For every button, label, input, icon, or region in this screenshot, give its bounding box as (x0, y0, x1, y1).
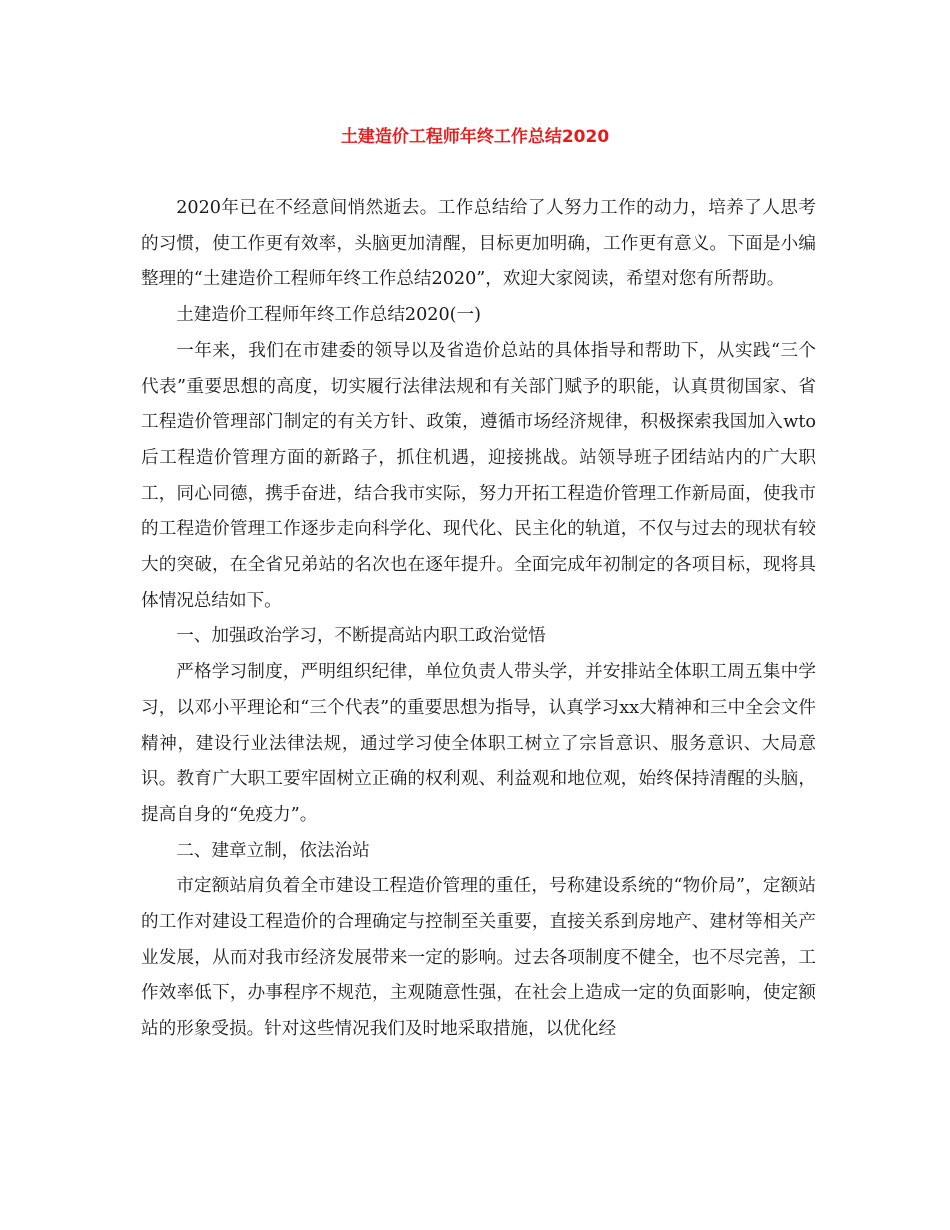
intro-paragraph: 2020年已在不经意间悄然逝去。工作总结给了人努力工作的动力，培养了人思考的习惯，使工作更有效率，头脑更加清醒，目标更加明确，工作更有意义。下面是小编整理的“土建造价工程师年终工作总结2020”，欢迎大家阅读，希望对您有所帮助。 (141, 198, 816, 290)
political-study-paragraph: 严格学习制度，严明组织纪律，单位负责人带头学，并安排站全体职工周五集中学习，以邓小平理论和“三个代表”的重要思想为指导，认真学习xx大精神和三中全会文件精神，建设行业法律法规，通过学习使全体职工树立了宗旨意识、服务意识、大局意识。教育广大职工要牢固树立正确的权利观、利益观和地位观，始终保持清醒的头脑，提高自身的“免疫力”。 (141, 662, 816, 825)
rules-paragraph: 市定额站肩负着全市建设工程造价管理的重任，号称建设系统的“物价局”，定额站的工作对建设工程造价的合理确定与控制至关重要，直接关系到房地产、建材等相关产业发展，从而对我市经济发展带来一定的影响。过去各项制度不健全，也不尽完善，工作效率低下，办事程序不规范，主观随意性强，在社会上造成一定的负面影响，使定额站的形象受损。针对这些情况我们及时地采取措施，以优化经 (141, 876, 816, 1040)
section-heading-political-study: 一、加强政治学习，不断提高站内职工政治觉悟 (176, 626, 546, 647)
overview-paragraph: 一年来，我们在市建委的领导以及省造价总站的具体指导和帮助下，从实践“三个代表”重要思想的高度，切实履行法律法规和有关部门赋予的职能，认真贯彻国家、省工程造价管理部门制定的有关方针、政策，遵循市场经济规律，积极探索我国加入wto后工程造价管理方面的新路子，抓住机遇，迎接挑战。站领导班子团结站内的广大职工，同心同德，携手奋进，结合我市实际，努力开拓工程造价管理工作新局面，使我市的工程造价管理工作逐步走向科学化、现代化、民主化的轨道，不仅与过去的现状有较大的突破，在全省兄弟站的名次也在逐年提升。全面完成年初制定的各项目标，现将具体情况总结如下。 (141, 340, 816, 611)
document-body (141, 191, 816, 1048)
page-title: 土建造价工程师年终工作总结2020 (340, 127, 610, 147)
section-heading-summary-one: 土建造价工程师年终工作总结2020(一) (176, 305, 482, 326)
section-heading-rules: 二、建章立制，依法治站 (176, 840, 370, 861)
